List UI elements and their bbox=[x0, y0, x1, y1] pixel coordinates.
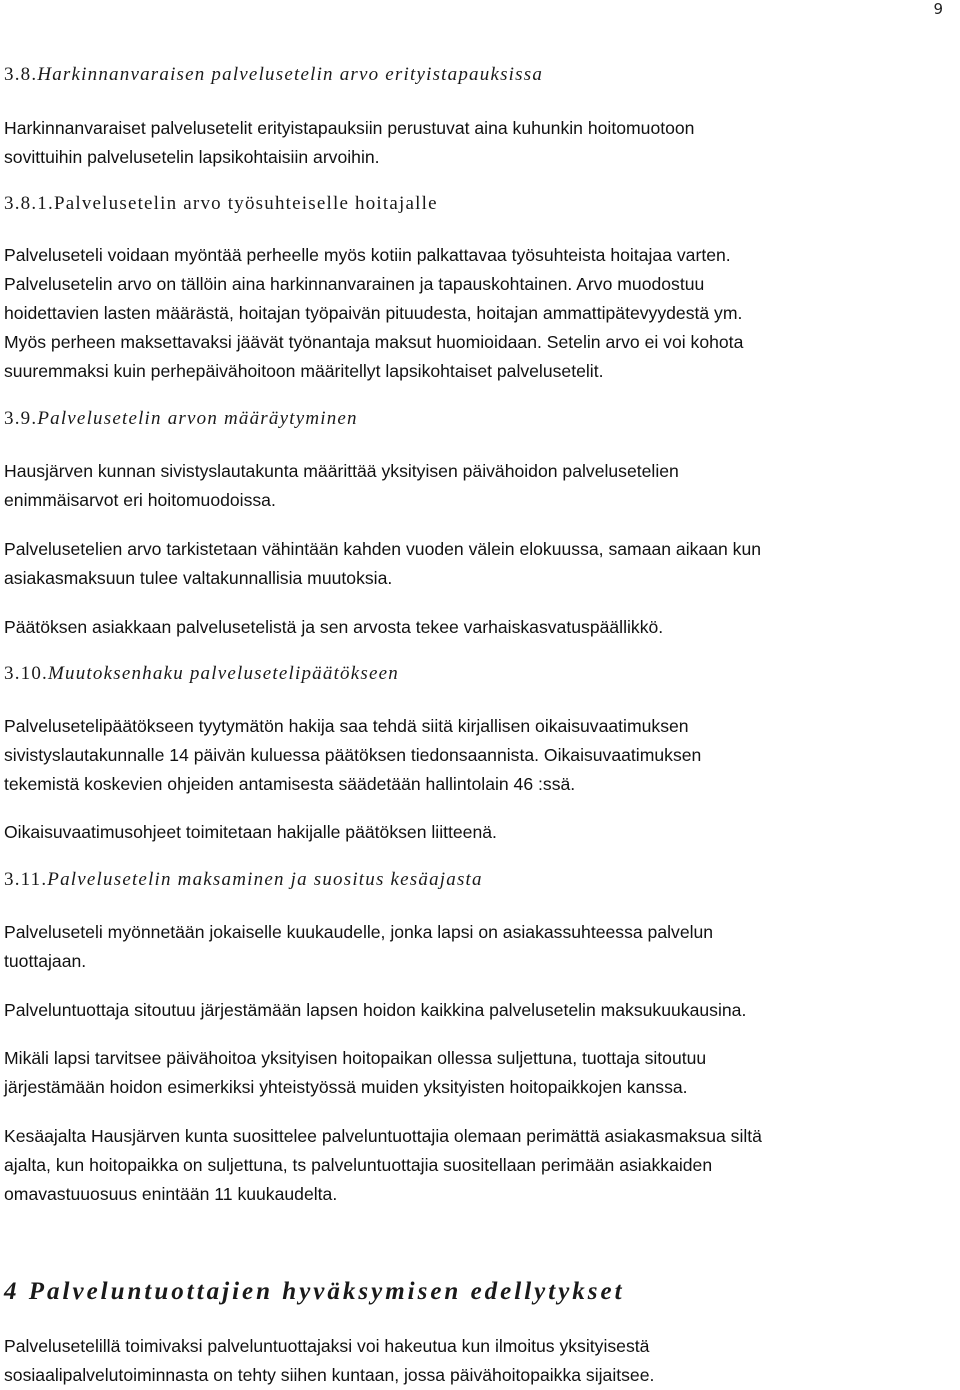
section-number: 3.11. bbox=[4, 869, 48, 890]
paragraph: Palvelusetelillä toimivaksi palveluntuottajaksi voi hakeutua kun ilmoitus yksityisestä sosiaalipalvelutoiminnasta on tehty siihen kuntaan, jossa päivähoitopaikka sijaitsee. bbox=[4, 1336, 655, 1385]
paragraph: Palvelusetelien arvo tarkistetaan vähintään kahden vuoden välein elokuussa, samaan aikaan kun asiakasmaksuun tulee valtakunnallisia muutoksia. bbox=[4, 539, 762, 588]
section-heading-3-8 bbox=[4, 64, 543, 86]
chapter-heading-4 bbox=[4, 1278, 625, 1306]
paragraph: Palveluseteli voidaan myöntää perheelle myös kotiin palkattavaa työsuhteista hoitajaa varten. Palvelusetelin arvo on tällöin aina harkinnanvarainen ja tapauskohtainen. Arvo muodostuu hoidettavien lasten määrästä, hoitajan työpaivän pituudesta, hoitajan ammattipätevyydestä ym. Myös perheen maksettavaksi jäävät työnantaja maksut huomioidaan. Setelin arvo ei voi kohota suuremmaksi kuin perhepäivähoitoon määritellyt lapsikohtaiset palvelusetelit. bbox=[4, 245, 744, 381]
paragraph: Oikaisuvaatimusohjeet toimitetaan hakijalle päätöksen liitteenä. bbox=[4, 822, 497, 842]
paragraph: Hausjärven kunnan sivistyslautakunta määrittää yksityisen päivähoidon palvelusetelien enimmäisarvot eri hoitomuodoissa. bbox=[4, 461, 679, 510]
paragraph: Päätöksen asiakkaan palvelusetelistä ja sen arvosta tekee varhaiskasvatuspäällikkö. bbox=[4, 617, 664, 637]
section-number: 3.8. bbox=[4, 64, 38, 85]
paragraph: Palveluntuottaja sitoutuu järjestämään lapsen hoidon kaikkina palvelusetelin maksukuukausina. bbox=[4, 1000, 747, 1020]
section-title: Palvelusetelin maksaminen ja suositus kesäajasta bbox=[47, 869, 483, 890]
section-title: Muutoksenhaku palvelusetelipäätökseen bbox=[48, 663, 399, 684]
section-heading-3-8-1 bbox=[4, 193, 438, 215]
page-number: 9 bbox=[933, 0, 943, 18]
chapter-title: Palveluntuottajien hyväksymisen edellytykset bbox=[28, 1278, 625, 1305]
paragraph: Harkinnanvaraiset palvelusetelit erityistapauksiin perustuvat aina kuhunkin hoitomuotoon sovittuihin palvelusetelin lapsikohtaisiin arvoihin. bbox=[4, 118, 695, 167]
section-title: Palvelusetelin arvon määräytyminen bbox=[37, 408, 358, 429]
section-heading-3-10 bbox=[4, 663, 399, 685]
paragraph: Palvelusetelipäätökseen tyytymätön hakija saa tehdä siitä kirjallisen oikaisuvaatimuksen sivistyslautakunnalle 14 päivän kuluessa päätöksen tiedonsaannista. Oikaisuvaatimuksen tekemistä koskevien ohjeiden antamisesta säädetään hallintolain 46 :ssä. bbox=[4, 716, 702, 794]
section-number: 3.9. bbox=[4, 408, 38, 429]
section-heading-3-11 bbox=[4, 869, 483, 891]
section-number: 3.8.1. bbox=[4, 193, 54, 214]
chapter-number: 4 bbox=[4, 1278, 20, 1305]
paragraph: Kesäajalta Hausjärven kunta suosittelee palveluntuottajia olemaan perimättä asiakasmaksua siltä ajalta, kun hoitopaikka on suljettuna, ts palveluntuottajia suositellaan perimään asiakkaiden omavastuuosuus enintään 11 kuukaudelta. bbox=[4, 1126, 762, 1204]
section-heading-3-9 bbox=[4, 408, 358, 430]
section-title: Harkinnanvaraisen palvelusetelin arvo erityistapauksissa bbox=[37, 64, 544, 85]
section-title: Palvelusetelin arvo työsuhteiselle hoitajalle bbox=[53, 193, 438, 214]
section-number: 3.10. bbox=[4, 663, 48, 684]
paragraph: Mikäli lapsi tarvitsee päivähoitoa yksityisen hoitopaikan ollessa suljettuna, tuottaja sitoutuu järjestämään hoidon esimerkiksi yhteistyössä muiden yksityisten hoitopaikkojen kanssa. bbox=[4, 1048, 707, 1097]
paragraph: Palveluseteli myönnetään jokaiselle kuukaudelle, jonka lapsi on asiakassuhteessa palvelun tuottajaan. bbox=[4, 922, 714, 971]
